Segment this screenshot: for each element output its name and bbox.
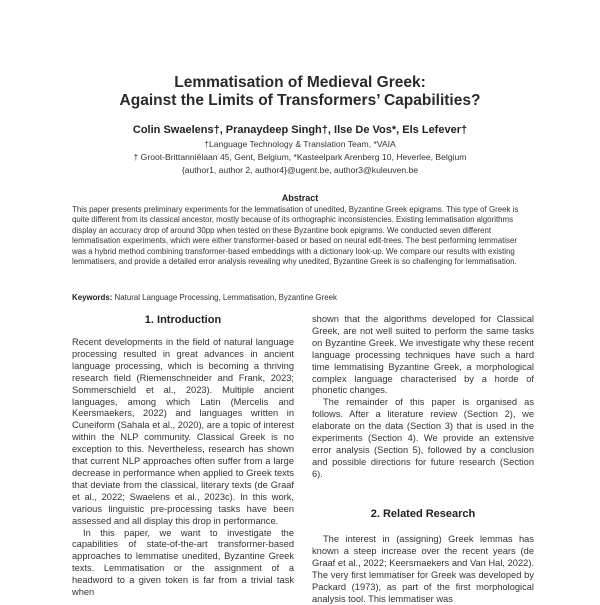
intro-column <box>72 337 294 599</box>
section-2-heading: 2. Related Research <box>370 508 476 520</box>
affiliation-line-2: † Groot-Brittanniëlaan 45, Gent, Belgium, *Kasteelpark Arenberg 10, Heverlee, Belgium <box>133 152 467 162</box>
paper-title <box>0 74 600 110</box>
title-line-2: Against the Limits of Transformers’ Capabilities? <box>119 92 481 109</box>
section-1-heading: 1. Introduction <box>144 314 222 326</box>
intro-paragraph-4: The remainder of this paper is organised as follows. After a literature review (Section 2), we elaborate on the data (Section 3) that is used in the experiments (Section 4). We provide an extensive error analysis (Section 5), followed by a conclusion and possible directions for future research (Section 6). <box>312 397 534 479</box>
intro-paragraph-2: In this paper, we want to investigate the capabilities of state-of-the-art transformer-based approaches to lemmatise unedited, Byzantine Greek texts. Lemmatisation or the assignment of a headword to a given token is far from a trivial task when <box>72 527 294 598</box>
intro-paragraph-3: shown that the algorithms developed for Classical Greek, are not well suited to perform the same tasks on Byzantine Greek. We investigate why these recent language processing techniques have such a hard time lemmatising Byzantine Greek, a morphological complex language characterised by a horde of phonetic changes. <box>312 314 534 396</box>
title-line-1: Lemmatisation of Medieval Greek: <box>174 74 426 91</box>
keywords-label: Keywords: <box>72 293 113 302</box>
related-research-column <box>312 534 534 605</box>
intro-paragraph-1: Recent developments in the field of natural language processing resulted in great advances in ancient language processing, which is becoming a thriving research field (Riemenschneider and Frank, 2023; Sommerschield et al., 2023). Multiple ancient languages, among which Latin (Mercelis and Keersmaekers, 2022) and languages written in Cuneiform (Sahala et al., 2020), are a topic of interest within the NLP community. Classical Greek is no exception to this. Nevertheless, research has shown that current NLP approaches often suffer from a large decrease in performance when applied to Greek texts that deviate from the classical, literary texts (de Graaf et al., 2022; Swaelens et al., 2023c). In this work, various linguistic pre-processing tasks have been assessed and all display this drop in performance. <box>72 337 294 526</box>
keywords-text: Natural Language Processing, Lemmatisation, Byzantine Greek <box>114 293 337 302</box>
related-paragraph-1: The interest in (assigning) Greek lemmas has known a steep increase over the recent years (de Graaf et al., 2022; Keersmaekers and Van Hal, 2022). The very first lemmatiser for Greek was developed by Packard (1973), as part of the first morphological analysis tool. This lemmatiser was <box>312 534 534 604</box>
affiliation-line-1: †Language Technology & Translation Team, *VAIA <box>204 139 396 149</box>
keywords <box>72 293 531 302</box>
author-emails: {author1, author 2, author4}@ugent.be, author3@kuleuven.be <box>181 165 419 175</box>
author-list: Colin Swaelens†, Pranaydeep Singh†, Ilse De Vos*, Els Lefever† <box>132 124 468 136</box>
abstract-text: This paper presents preliminary experiments for the lemmatisation of unedited, Byzantine Greek epigrams. This type of Greek is quite different from its classical ancestor, mostly because of its orthographic inconsistencies. Existing lemmatisation algorithms display an accuracy drop of around 30pp when tested on these Byzantine book epigrams. We conducted seven different lemmatisation experiments, which were either transformer-based or based on neural edit-trees. The best performing lemmatiser was a hybrid method combining transformer-based embeddings with a dictionary look-up. We compare our results with existing lemmatisers, and provide a detailed error analysis revealing why unedited, Byzantine Greek is so challenging for lemmatisation. <box>72 205 519 267</box>
right-column-top <box>312 314 534 481</box>
abstract-heading: Abstract <box>281 193 319 203</box>
